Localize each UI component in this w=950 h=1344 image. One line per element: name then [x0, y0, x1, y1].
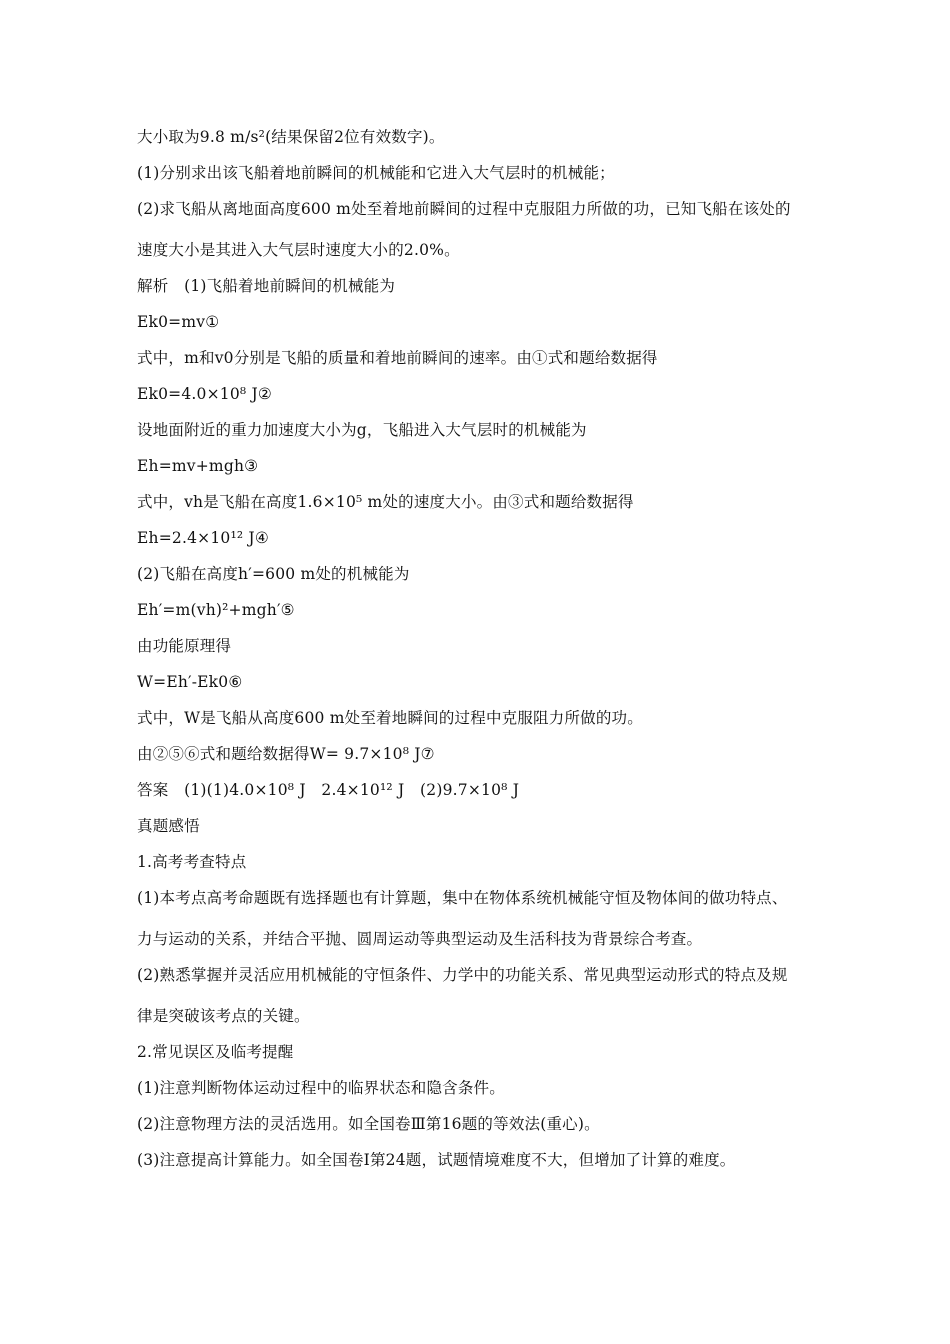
text-line-11: 式中，vh是飞船在高度1.6×10⁵ m处的速度大小。由③式和题给数据得 [137, 493, 634, 511]
text-line-21: 1.高考考查特点 [137, 853, 247, 871]
text-line-7: 式中，m和v0分别是飞船的质量和着地前瞬间的速率。由①式和题给数据得 [137, 349, 658, 367]
text-line-3: (2)求飞船从离地面高度600 m处至着地前瞬间的过程中克服阻力所做的功，已知飞船在该处的 [137, 200, 791, 218]
text-line-13: (2)飞船在高度h′=600 m处的机械能为 [137, 565, 410, 583]
text-line-28: (2)注意物理方法的灵活选用。如全国卷Ⅲ第16题的等效法(重心)。 [137, 1115, 600, 1133]
text-line-20: 真题感悟 [137, 817, 200, 835]
text-line-10: Eh=mv+mgh③ [137, 457, 259, 475]
text-line-22: (1)本考点高考命题既有选择题也有计算题，集中在物体系统机械能守恒及物体间的做功特点、 [137, 889, 788, 907]
text-line-1: 大小取为9.8 m/s²(结果保留2位有效数字)。 [137, 128, 445, 146]
text-line-9: 设地面附近的重力加速度大小为g，飞船进入大气层时的机械能为 [137, 421, 587, 439]
text-line-14: Eh′=m(vh)²+mgh′⑤ [137, 601, 295, 619]
text-line-26: 2.常见误区及临考提醒 [137, 1043, 294, 1061]
text-line-25: 律是突破该考点的关键。 [137, 1007, 310, 1025]
text-line-23: 力与运动的关系，并结合平抛、圆周运动等典型运动及生活科技为背景综合考查。 [137, 930, 703, 948]
text-line-17: 式中，W是飞船从高度600 m处至着地瞬间的过程中克服阻力所做的功。 [137, 709, 643, 727]
text-line-6: Ek0=mv① [137, 313, 220, 331]
text-line-18: 由②⑤⑥式和题给数据得W= 9.7×10⁸ J⑦ [137, 745, 435, 763]
text-line-24: (2)熟悉掌握并灵活应用机械能的守恒条件、力学中的功能关系、常见典型运动形式的特点及规 [137, 966, 788, 984]
text-line-27: (1)注意判断物体运动过程中的临界状态和隐含条件。 [137, 1079, 505, 1097]
text-line-2: (1)分别求出该飞船着地前瞬间的机械能和它进入大气层时的机械能； [137, 164, 615, 182]
text-line-12: Eh=2.4×10¹² J④ [137, 529, 269, 547]
text-line-16: W=Eh′-Ek0⑥ [137, 673, 243, 691]
text-line-4: 速度大小是其进入大气层时速度大小的2.0%。 [137, 241, 460, 259]
text-line-5: 解析 (1)飞船着地前瞬间的机械能为 [137, 277, 396, 295]
text-line-8: Ek0=4.0×10⁸ J② [137, 385, 272, 403]
text-line-19: 答案 (1)(1)4.0×10⁸ J 2.4×10¹² J (2)9.7×10⁸ J [137, 781, 520, 799]
text-line-15: 由功能原理得 [137, 637, 232, 655]
text-line-29: (3)注意提高计算能力。如全国卷Ⅰ第24题，试题情境难度不大，但增加了计算的难度。 [137, 1151, 736, 1169]
